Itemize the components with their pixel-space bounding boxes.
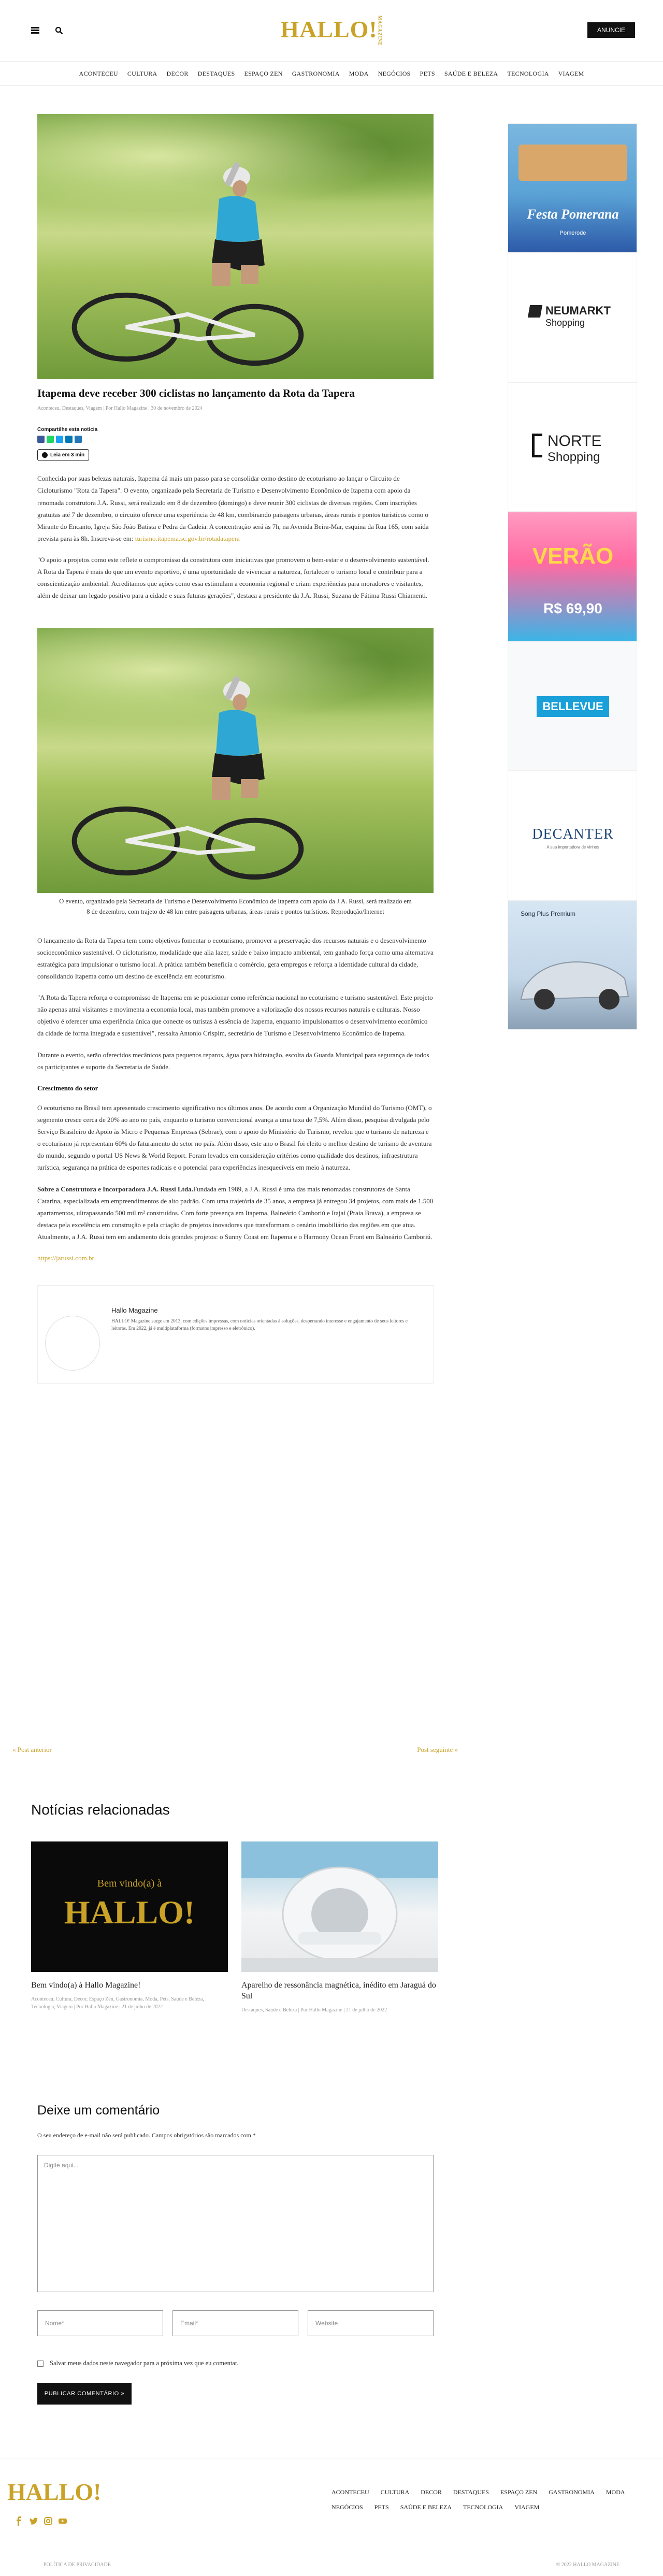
cyclist-illustration — [204, 675, 271, 805]
read-time-badge: Leia em 3 min — [37, 449, 89, 461]
article-paragraph: Conhecida por suas belezas naturais, Itapema dá mais um passo para se consolidar como destino de ecoturismo ao lançar o Circuito de Cicloturismo "Rota da Tapera". O evento, organizado pela Secretaria de Turismo e Desenvolvimento Econômico de Itapema com apoio da renomada construtora J.A. Russi, será realizado em 8 de dezembro (domingo) e deve reunir 300 ciclistas de diversas regiões. Com inscrições gratuitas até 7 de dezembro, o circuito oferece uma experiência de 48 km, combinando paisagens urbanas, áreas rurais e pontos turísticos como o Mirante do Encanto, Igreja São João Batista e Pedra da Cadeia. A concentração será às 7h, na Avenida Beira-Mar, esquina da Rua 165, com saída prevista para às 8h. Inscreva-se em: turismo.itapema.sc.gov.br/rotadatapera — [37, 474, 429, 542]
article-paragraph: Sobre a Construtora e Incorporadora J.A. Russi Ltda.Fundada em 1989, a J.A. Russi é uma das mais renomadas construtoras de Santa Catarina, especializada em empreendimentos de alto padrão. Com uma trajetória de 35 anos, a empresa já entregou 34 projetos, com mais de 1.500 apartamentos, ultrapassando 500 mil m² construídos. Com forte presença em Itapema, Balneário Camboriú e Itajaí (Praia Brava), a empresa se destaca pela excelência em construção e pela criação de projetos inovadores que transformam o cenário imobiliário das regiões em que atua. Atualmente, a J.A. Russi tem em andamento dois grandes projetos: o Sunny Coast em Itapema e o Harmony Ocean Front em Balneário Camboriú. — [37, 1185, 434, 1241]
related-meta: Destaques, Saúde e Beleza | Por Hallo Magazine | 21 de julho de 2022 — [241, 2007, 387, 2013]
footer-nav-cultura[interactable]: CULTURA — [380, 2488, 410, 2496]
search-icon[interactable] — [55, 26, 63, 35]
nav-decor[interactable]: DECOR — [166, 69, 189, 77]
share-icons — [37, 436, 434, 443]
article-paragraph: "O apoio a projetos como este reflete o compromisso da construtora com iniciativas que promovem o bem-estar e o desenvolvimento sustentável. A Rota da Tapera é mais do que um evento esportivo, é uma oportunidade de vivenciar a natureza, fortalecer o turismo local e contribuir para a conscientização ambiental. Acreditamos que ações como essa estimulam a economia regional e criam experiências para moradores e visitantes, além de deixar um legado positivo para a cidade e suas futuras gerações", destaca a presidente da J.A. Russi, Suzana de Fátima Russi Chiamenti. — [37, 556, 429, 600]
comment-note: O seu endereço de e-mail não será publicado. Campos obrigatórios são marcados com * — [37, 2132, 256, 2139]
sidebar-ads — [508, 123, 637, 1030]
footer-nav-pets[interactable]: PETS — [374, 2503, 389, 2511]
consent-row — [37, 2359, 238, 2367]
registration-link[interactable]: turismo.itapema.sc.gov.br/rotadatapera — [135, 534, 240, 542]
bicycle-illustration — [69, 792, 307, 882]
article-subheading: Crescimento do setor — [37, 1084, 98, 1092]
footer-logo[interactable]: HALLO! — [7, 2479, 102, 2505]
image-caption: O evento, organizado pela Secretaria de Turismo e Desenvolvimento Econômico de Itapema com apoio da J.A. Russi, será realizado em 8 de dezembro, com trajeto de 48 km entre paisagens urbanas, áreas rurais e pontos turísticos. Reprodução/Internet — [59, 897, 412, 915]
ad-banner[interactable]: BELLEVUE — [508, 641, 637, 771]
footer-nav-tecnologia[interactable]: TECNOLOGIA — [463, 2503, 503, 2511]
mri-machine-illustration — [241, 1841, 438, 1972]
related-title[interactable]: Aparelho de ressonância magnética, inédito em Jaraguá do Sul — [241, 1981, 436, 2001]
article-paragraph: O lançamento da Rota da Tapera tem como objetivos fomentar o ecoturismo, promover a preservação dos recursos naturais e o desenvolvimento socioeconômico sustentável. O cicloturismo, modalidade que alia lazer, saúde e baixo impacto ambiental, tem ganhado força como uma alternativa estratégica para impulsionar o turismo local. A prática também beneficia o comércio, gera empregos e reforça a identidade cultural da cidade, consolidando Itapema como um destino de excelência em ecoturismo. — [37, 936, 434, 980]
consent-label: Salvar meus dados neste navegador para a próxima vez que eu comentar. — [50, 2359, 239, 2367]
previous-post-link[interactable]: « Post anterior — [12, 1746, 52, 1753]
article — [37, 114, 434, 1384]
article-inline-image — [37, 628, 434, 893]
footer-nav-espaco-zen[interactable]: ESPAÇO ZEN — [500, 2488, 538, 2496]
copyright: © 2022 HALLO MAGAZINE — [556, 2562, 619, 2568]
footer-nav-negocios[interactable]: NEGÓCIOS — [332, 2503, 363, 2511]
nav-pets[interactable]: PETS — [420, 69, 435, 77]
name-input[interactable]: Nome* — [37, 2310, 163, 2336]
main-nav — [0, 61, 663, 86]
site-footer — [0, 2458, 663, 2576]
linkedin-share-icon[interactable] — [65, 436, 73, 443]
ad-banner[interactable]: NEUMARKT Shopping — [508, 253, 637, 382]
bicycle-illustration — [69, 278, 307, 368]
comment-textarea[interactable]: Digite aqui... — [37, 2155, 434, 2292]
nav-negocios[interactable]: NEGÓCIOS — [378, 69, 411, 77]
submit-comment-button[interactable]: PUBLICAR COMENTÁRIO » — [37, 2383, 132, 2405]
ad-banner[interactable]: DECANTER A sua importadora de vinhos — [508, 771, 637, 900]
author-name[interactable]: Hallo Magazine — [111, 1306, 158, 1315]
related-card[interactable] — [241, 1841, 438, 2014]
nav-viagem[interactable]: VIAGEM — [558, 69, 584, 77]
author-box — [37, 1285, 434, 1384]
email-share-icon[interactable] — [75, 436, 82, 443]
facebook-icon[interactable] — [15, 2516, 24, 2526]
whatsapp-share-icon[interactable] — [47, 436, 54, 443]
footer-nav-saude-beleza[interactable]: SAÚDE E BELEZA — [400, 2503, 452, 2511]
article-paragraph: O ecoturismo no Brasil tem apresentado crescimento significativo nos últimos anos. De acordo com a Organização Mundial do Turismo (OMT), o segmento cresce cerca de 20% ao ano no país, enquanto o turismo convencional avança a uma taxa de 7,5%. Além disso, pesquisa divulgada pelo Serviço Brasileiro de Apoio às Micro e Pequenas Empresas (Sebrae), com o apoio do Ministério do Turismo, revelou que o turismo de natureza e o ecoturismo já representam 60% do faturamento do setor no país. Além disso, este ano o Brasil foi eleito o melhor destino de turismo de aventura do mundo, segundo o portal US News & World Report. Foram levados em consideração critérios como qualidade dos destinos, infraestrutura turística, segurança na prática de esportes radicais e o potencial para experiências inesquecíveis em meio à natureza. — [37, 1103, 432, 1172]
footer-nav-moda[interactable]: MODA — [606, 2488, 625, 2496]
article-hero-image — [37, 114, 434, 379]
email-input[interactable]: Email* — [172, 2310, 298, 2336]
nav-moda[interactable]: MODA — [349, 69, 369, 77]
footer-nav-decor[interactable]: DECOR — [421, 2488, 442, 2496]
footer-nav-viagem[interactable]: VIAGEM — [514, 2503, 540, 2511]
footer-nav — [332, 2488, 653, 2511]
anuncie-button[interactable]: ANUNCIE — [587, 22, 635, 38]
author-bio: HALLO! Magazine surge em 2013, com edições impressas, com notícias orientadas à soluções, despertando interesse e engajamento de seus leitores e leitoras. Em 2022, já é multiplataforma (formatos impresso e eletrônico). — [111, 1319, 408, 1332]
youtube-icon[interactable] — [58, 2516, 67, 2526]
avatar — [45, 1316, 100, 1371]
article-paragraph: Durante o evento, serão oferecidos mecânicos para pequenos reparos, água para hidratação, escolta da Guarda Municipal para segurança de todos os participantes e suporte da Secretaria de Saúde. — [37, 1050, 429, 1071]
nav-gastronomia[interactable]: GASTRONOMIA — [292, 69, 340, 77]
twitter-icon[interactable] — [29, 2516, 38, 2526]
related-card[interactable] — [31, 1841, 228, 2011]
nav-aconteceu[interactable]: ACONTECEU — [79, 69, 118, 77]
twitter-share-icon[interactable] — [56, 436, 63, 443]
nav-espaco-zen[interactable]: ESPAÇO ZEN — [244, 69, 283, 77]
related-heading: Notícias relacionadas — [31, 1802, 170, 1818]
consent-checkbox[interactable] — [37, 2361, 44, 2367]
company-site-link[interactable]: https://jarussi.com.br — [37, 1254, 94, 1262]
ad-banner[interactable]: Festa Pomerana Pomerode — [508, 123, 637, 253]
share-label: Compartilhe esta notícia — [37, 427, 98, 433]
site-logo[interactable]: HALLO!MAGAZINE — [280, 16, 383, 46]
ad-banner[interactable]: NORTE Shopping — [508, 382, 637, 512]
next-post-link[interactable]: Post seguinte » — [417, 1746, 458, 1753]
ad-banner[interactable]: Song Plus Premium — [508, 900, 637, 1030]
article-title: Itapema deve receber 300 ciclistas no lançamento da Rota da Tapera — [37, 387, 355, 399]
nav-cultura[interactable]: CULTURA — [127, 69, 157, 77]
related-title[interactable]: Bem vindo(a) à Hallo Magazine! — [31, 1981, 141, 1990]
related-meta: Aconteceu, Cultura, Decor, Espaço Zen, Gastronomia, Moda, Pets, Saúde e Beleza, Tecnologia, Viagem | Por Hallo Magazine | 21 de julho de 2022 — [31, 1996, 204, 2010]
menu-icon[interactable] — [31, 27, 39, 34]
instagram-icon[interactable] — [44, 2516, 53, 2526]
nav-saude-beleza[interactable]: SAÚDE E BELEZA — [444, 69, 498, 77]
nav-tecnologia[interactable]: TECNOLOGIA — [507, 69, 549, 77]
privacy-link[interactable]: POLÍTICA DE PRIVACIDADE — [44, 2562, 111, 2568]
ad-banner[interactable]: VERÃO R$ 69,90 — [508, 512, 637, 641]
footer-nav-destaques[interactable]: DESTAQUES — [453, 2488, 489, 2496]
post-navigation — [12, 1746, 458, 1754]
article-meta: Aconteceu, Destaques, Viagem | Por Hallo Magazine | 30 de novembro de 2024 — [37, 406, 203, 412]
cyclist-illustration — [204, 162, 271, 291]
footer-social — [15, 2516, 67, 2526]
article-paragraph: "A Rota da Tapera reforça o compromisso de Itapema em se posicionar como referência nacional no ecoturismo e turismo sustentável. Este projeto não apenas atrai visitantes e movimenta a economia local, mas também promove a valorização dos nossos recursos naturais e culturais. Nosso objetivo é oferecer uma experiência única que conecte os turistas à essência de Itapema, enquanto impulsionamos o desenvolvimento econômico da cidade de forma integrada e sustentável", ressalta Antonio Crispim, secretário de Turismo e Desenvolvimento Econômico de Itapema. — [37, 994, 433, 1038]
related-thumbnail[interactable] — [241, 1841, 438, 1972]
clock-icon — [42, 452, 48, 458]
nav-destaques[interactable]: DESTAQUES — [197, 69, 235, 77]
comment-heading: Deixe um comentário — [37, 2103, 160, 2118]
car-illustration — [508, 901, 637, 1030]
footer-nav-gastronomia[interactable]: GASTRONOMIA — [549, 2488, 595, 2496]
website-input[interactable]: Website — [308, 2310, 434, 2336]
related-thumbnail[interactable]: Bem vindo(a) à HALLO! — [31, 1841, 228, 1972]
footer-nav-aconteceu[interactable]: ACONTECEU — [332, 2488, 369, 2496]
site-header — [0, 0, 663, 61]
facebook-share-icon[interactable] — [37, 436, 45, 443]
